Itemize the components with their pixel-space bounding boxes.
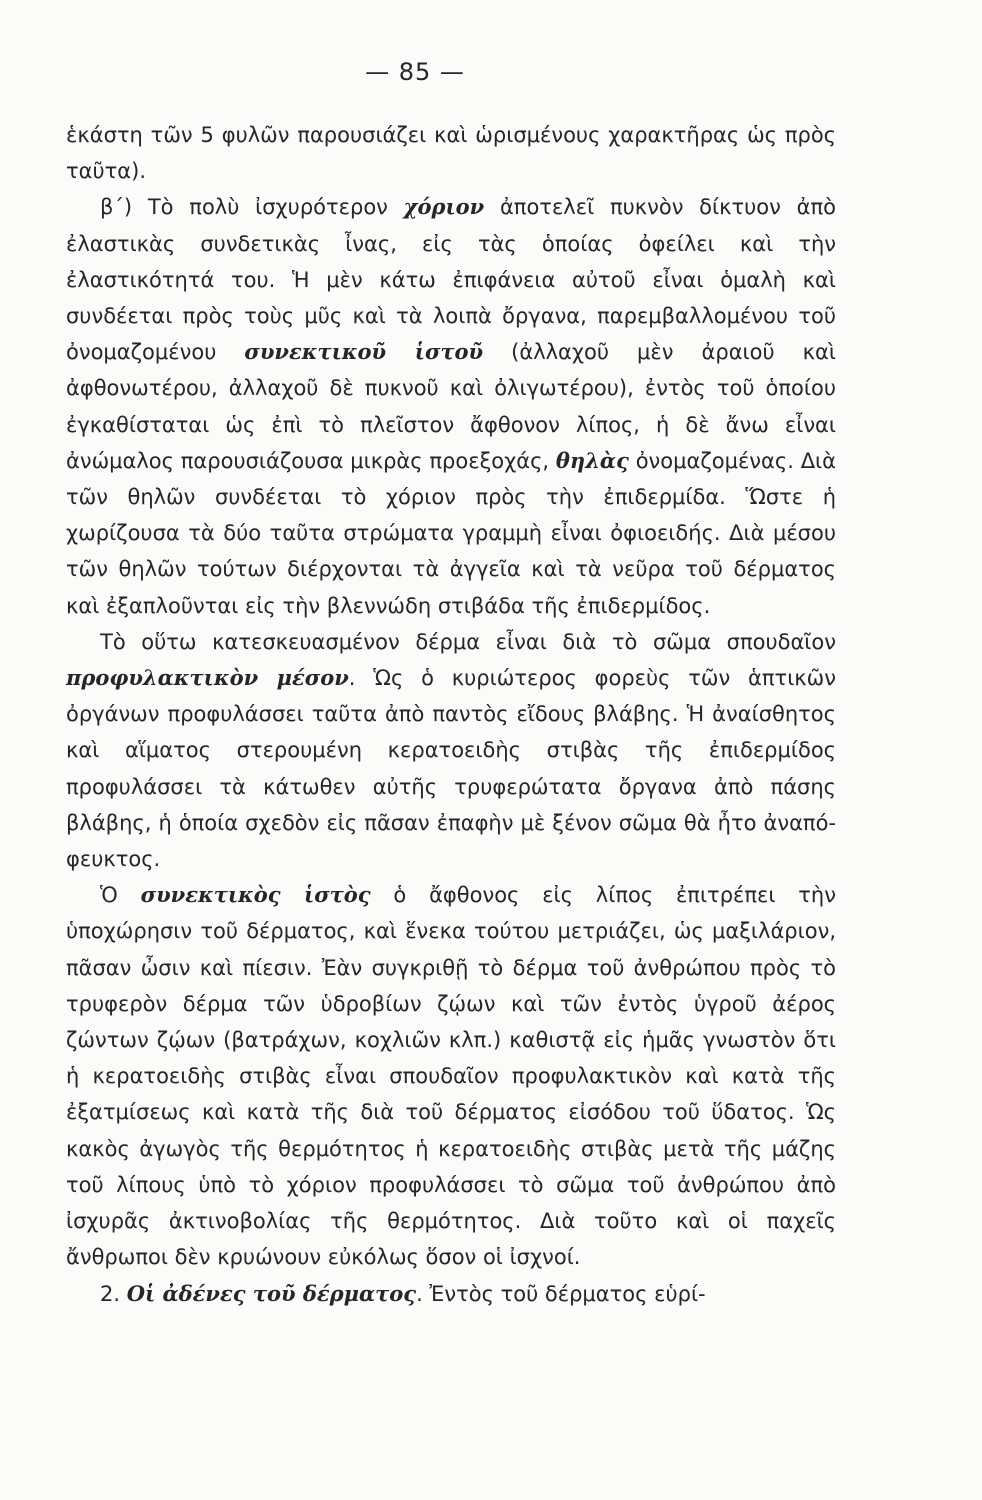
text-run: . Ἐντὸς τοῦ δέρματος εὑρί- bbox=[416, 1281, 706, 1306]
body-text bbox=[66, 117, 836, 1312]
paragraph bbox=[66, 624, 836, 877]
section-number: 2. bbox=[100, 1281, 127, 1306]
paragraph bbox=[66, 877, 836, 1275]
emphasized-term: συνεκτικὸς ἱστὸς bbox=[140, 882, 371, 908]
text-run: . Ὡς ὁ κυριώτερος φορεὺς τῶν ἁπτικῶν ὀργάνων προφυλάσσει ταῦτα ἀπὸ παντὸς εἴδους βλάβης. Ἡ ἀναίσθητος καὶ αἵματος στερουμένη κερατοειδὴς στιβὰς τῆς ἐπιδερμίδος προφυλάσσει τὰ κάτωθεν αὐτῆς τρυφερώτατα ὄργανα ἀπὸ πάσης βλάβης, ἡ ὁποία σχεδὸν εἰς πᾶσαν ἐπαφὴν μὲ ξένον σῶμα θὰ ἦτο ἀναπόφευκτος. bbox=[66, 666, 836, 872]
emphasized-term: προφυλακτικὸν μέσον bbox=[66, 665, 349, 691]
text-run: ὁ ἄφθονος εἰς λίπος ἐπιτρέπει τὴν ὑποχώρησιν τοῦ δέρματος, καὶ ἕνεκα τούτου μετριάζει, ὡς μαξιλάριον, πᾶσαν ὦσιν καὶ πίεσιν. Ἐὰν συγκριθῇ τὸ δέρμα τοῦ ἀνθρώπου πρὸς τὸ τρυφερὸν δέρμα τῶν ὑδροβίων ζῴων καὶ τῶν ἐντὸς ὑγροῦ ἀέρος ζώντων ζῴων (βατράχων, κοχλιῶν κλπ.) καθιστᾷ εἰς ἡμᾶς γνωστὸν ὅτι ἡ κερατοειδὴς στιβὰς εἶναι σπουδαῖον προφυλακτικὸν καὶ κατὰ τῆς ἐξατμίσεως καὶ κατὰ τῆς διὰ τοῦ δέρματος εἰσόδου τοῦ ὕδατος. Ὡς κακὸς ἀγωγὸς τῆς θερμότητος ἡ κερατοειδὴς στιβὰς μετὰ τῆς μάζης τοῦ λίπους ὑπὸ τὸ χόριον προφυλάσσει τὸ σῶμα τοῦ ἀνθρώπου ἀπὸ ἰσχυρᾶς ἀκτινοβολίας τῆς θερμότητος. Διὰ τοῦτο καὶ οἱ παχεῖς ἄνθρωποι δὲν κρυώνουν εὐκόλως ὅσον οἱ ἰσχνοί. bbox=[66, 883, 836, 1270]
text-run: β΄) Τὸ πολὺ ἰσχυρότερον bbox=[100, 195, 404, 220]
text-run: ἑκάστη τῶν 5 φυλῶν παρουσιάζει καὶ ὡρισμένους χαρακτῆρας ὡς πρὸς ταῦτα). bbox=[66, 123, 836, 184]
text-run: (ἀλλαχοῦ μὲν ἀραιοῦ καὶ ἀφθονωτέρου, ἀλλαχοῦ δὲ πυκνοῦ καὶ ὀλιγωτέρου), ἐντὸς τοῦ ὁποίου ἐγκαθίσταται ὡς ἐπὶ τὸ πλεῖστον ἄφθονον λίπος, ἡ δὲ ἄνω εἶναι ἀνώμαλος παρουσιάζουσα μικρὰς προεξοχάς, bbox=[66, 340, 836, 473]
paragraph bbox=[66, 189, 836, 623]
emphasized-term: θηλὰς bbox=[555, 447, 629, 473]
paragraph bbox=[66, 1276, 836, 1312]
text-run: ἀποτελεῖ πυκνὸν δίκτυον ἀπὸ ἐλαστικὰς συνδετικὰς ἶνας, εἰς τὰς ὁποίας ὀφείλει καὶ τὴν ἐλαστικότητά του. Ἡ μὲν κάτω ἐπιφάνεια αὐτοῦ εἶναι ὁμαλὴ καὶ συνδέεται πρὸς τοὺς μῦς καὶ τὰ λοιπὰ ὄργανα, παρεμβαλλομένου τοῦ ὀνομαζομένου bbox=[66, 195, 836, 365]
page-number: — 85 — bbox=[365, 58, 465, 86]
text-run: Τὸ οὕτω κατεσκευασμένον δέρμα εἶναι διὰ τὸ σῶμα σπουδαῖον bbox=[100, 629, 836, 654]
emphasized-term: χόριον bbox=[403, 194, 485, 220]
paragraph bbox=[66, 117, 836, 189]
emphasized-term: συνεκτικοῦ ἱστοῦ bbox=[244, 339, 484, 365]
text-run: ὀνομαζομένας. Διὰ τῶν θηλῶν συνδέεται τὸ χόριον πρὸς τὴν ἐπιδερμίδα. Ὥστε ἡ χωρίζουσα τὰ δύο ταῦτα στρώματα γραμμὴ εἶναι ὀφιοειδής. Διὰ μέσου τῶν θηλῶν τούτων διέρχονται τὰ ἀγγεῖα καὶ τὰ νεῦρα τοῦ δέρματος καὶ ἐξαπλοῦνται εἰς τὴν βλεννώδη στιβάδα τῆς ἐπιδερμίδος. bbox=[66, 448, 837, 618]
section-heading: Οἱ ἀδένες τοῦ δέρματος bbox=[126, 1280, 417, 1306]
text-run: Ὁ bbox=[100, 883, 141, 908]
